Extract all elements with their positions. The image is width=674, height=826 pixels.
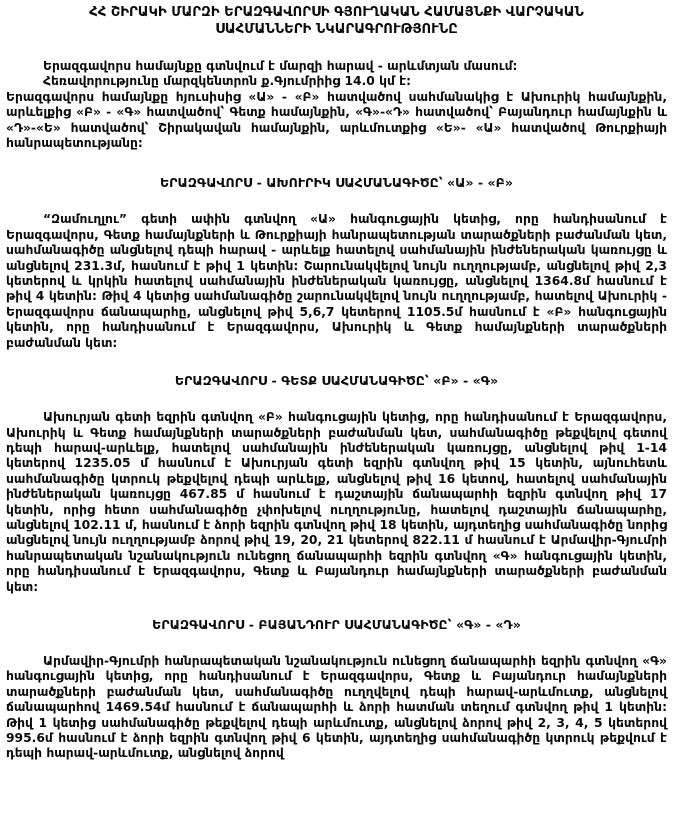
section-heading-getk: ԵՐԱԶԳԱՎՈՐՍ - ԳԵՏՔ ՍԱՀՄԱՆԱԳԻԾԸ՝ «Բ» - «Գ» <box>174 373 499 389</box>
section-body-getk: Ախուրյան գետի եզրին գտնվող «Բ» հանգուցային կետից, որը հանդիսանում է Երազգավորս, Ախուրիկ և Գետք համայնքների տարածքների բաժանման կետ, սահմանագիծը թեքվելով գետով դեպի հարավ-արևելք, հատելով սահմանային ինժեներական կառույցը, անցնելով թիվ 1-14 կետերով 1235.05 մ հասնում է Ախուրյան գետի եզրին գտնվող թիվ 15 կետին, այնուհետև սահմանագիծը կտրուկ թեքվելով դեպի արևելք, անցնելով թիվ 16 կետով, հատելով սահմանային ինժեներական կառույցը 467.85 մ հասնում է դաշտային ճանապարհի եզրին գտնվող թիվ 17 կետին, որից հետո սահմանագիծը չփոխելով ուղղությունը, հատելով դաշտային ճանապարհը, անցնելով 102.11 մ, հասնում է ձորի եզրին գտնվող թիվ 18 կետին, այդտեղից սահմանագիծը նորից անցնելով նույն ուղղությամբ ձորով թիվ 19, 20, 21 կետերով 822.11 մ հասնում է Արմավիր-Գյումրի հանրապետական նշանակություն ունեցող ճանապարհի եզրին գտնվող «Գ» հանգուցային կետին, որը հանդիսանում է Երազգավորս, Գետք և Բայանդուր համայնքների տարածքների բաժանման կետ: <box>6 410 667 594</box>
document-title <box>6 5 667 38</box>
section-heading-bayandur: ԵՐԱԶԳԱՎՈՐՍ - ԲԱՅԱՆԴՈՒՐ ՍԱՀՄԱՆԱԳԻԾԸ՝ «Գ» - «Դ» <box>152 616 521 632</box>
title-line-1: ՀՀ ՇԻՐԱԿԻ ՄԱՐԶԻ ԵՐԱԶԳԱՎՈՐՍԻ ԳՅՈՒՂԱԿԱՆ ՀԱՄԱՅՆՔԻ ՎԱՐՉԱԿԱՆ <box>89 5 584 20</box>
section-body-akhurik: “Զամուղլու” գետի ափին գտնվող «Ա» հանգուցային կետից, որը հանդիսանում է Երազգավորս, Գետք համայնքների և Թուրքիայի հանրապետության տարածքների բաժանման կետ, սահմանագիծը անցնելով դեպի հարավ - արևելք հատելով սահմանային ինժեներական կառույցը և անցնելով 231.3մ, հասնում է թիվ 1 կետին: Շարունակվելով նույն ուղղությամբ, անցնելով թիվ 2,3 կետերով և կրկին հատելով սահմանային ինժեներական կառույցը, անցնելով 1364.8մ հասնում է թիվ 4 կետին: Թիվ 4 կետից սահմանագիծը շարունակվելով նույն ուղղությամբ, հատելով Ախուրիկ - Երազգավորս ճանապարհը, անցնելով թիվ 5,6,7 կետերով 1105.5մ հասնում է «Բ» հանգուցային կետին, որը հանդիսանում է Երազգավորս, Ախուրիկ և Գետք համայնքների տարածքների բաժանման կետ: <box>6 212 667 350</box>
section-heading-akhurik: ԵՐԱԶԳԱՎՈՐՍ - ԱԽՈՒՐԻԿ ՍԱՀՄԱՆԱԳԻԾԸ՝ «Ա» - «Բ» <box>160 175 513 191</box>
intro-location-line: Երազգավորս համայնքը գտնվում է մարզի հարավ - արևմտյան մասում: <box>43 59 518 73</box>
section-body-bayandur: Արմավիր-Գյումրի հանրապետական նշանակություն ունեցող ճանապարհի եզրին գտնվող «Գ» հանգուցային կետից, որը հանդիսանում է Երազգավորս, Գետք և Բայանդուր համայնքների տարածքների բաժանման կետ, սահմանագիծը ուղղվելով դեպի հարավ-արևմուտք, անցնելով ճանապարհով 1469.54մ հասնում է ճանապարհի և ձորի հատման տեղում գտնվող թիվ 1 կետին: Թիվ 1 կետից սահմանագիծը թեքվելով դեպի արևմուտք, անցնելով ձորով թիվ 2, 3, 4, 5 կետերով 995.6մ հասնում է ձորի եզրին գտնվող թիվ 6 կետին, այդտեղից սահմանագիծը կտրուկ թեքվում է դեպի հարավ-արևմուտք, անցնելով ձորով <box>6 653 667 761</box>
intro-distance-line: Հեռավորությունը մարզկենտրոն ք.Գյումրիից 14.0 կմ է: <box>43 74 412 89</box>
intro-borders-paragraph: Երազգավորս համայնքը հյուսիսից «Ա» - «Բ» հատվածով սահմանակից է Ախուրիկ համայնքին, արևելքից «Բ» - «Գ» հատվածով՝ Գետք համայնքին, «Գ»-«Դ» հատվածով՝ Բայանդուր համայնքին և «Դ»-«Ե» հատվածով՝ Շիրակավան համայնքին, արևմուտքից «Ե»- «Ա» հատվածով Թուրքիայի հանրապետությանը: <box>6 89 667 151</box>
title-line-2: ՍԱՀՄԱՆՆԵՐԻ ՆԿԱՐԱԳՐՈՒԹՅՈՒՆԸ <box>215 21 458 37</box>
